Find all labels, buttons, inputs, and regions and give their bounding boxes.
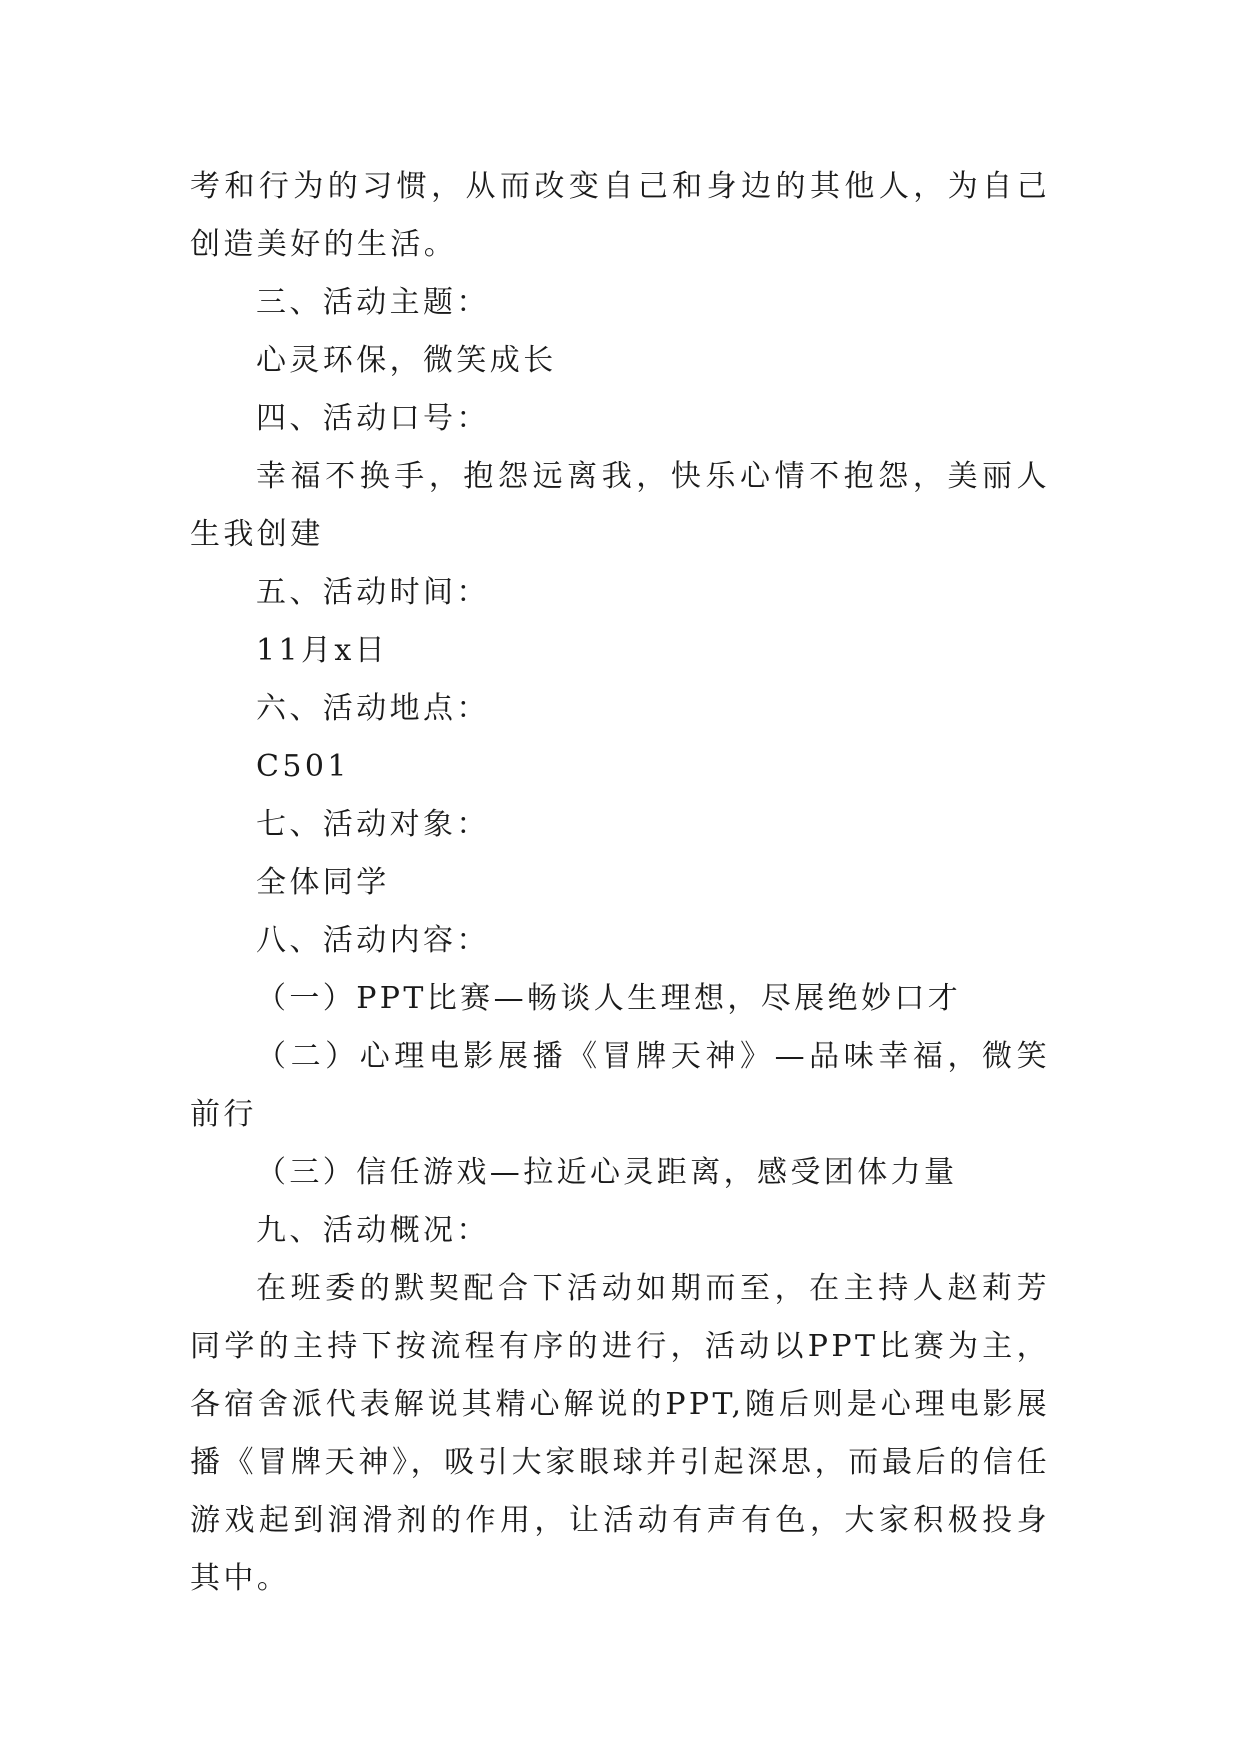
- content-item-1: （一）PPT比赛—畅谈人生理想，尽展绝妙口才: [256, 981, 962, 1016]
- section-heading-audience: 七、活动对象：: [256, 807, 490, 842]
- section-heading-location: 六、活动地点：: [256, 691, 490, 726]
- content-item-2: （二）心理电影展播《冒牌天神》—品味幸福，微笑前行: [190, 1039, 1050, 1132]
- slogan-text: 幸福不换手，抱怨远离我，快乐心情不抱怨，美丽人生我创建: [190, 459, 1050, 552]
- time-text: 11月x日: [256, 633, 389, 668]
- section-heading-overview: 九、活动概况：: [256, 1213, 490, 1248]
- content-item-3: （三）信任游戏—拉近心灵距离，感受团体力量: [256, 1155, 958, 1190]
- section-heading-theme: 三、活动主题：: [256, 285, 490, 320]
- document-body: [190, 158, 1050, 1608]
- overview-text: 在班委的默契配合下活动如期而至，在主持人赵莉芳同学的主持下按流程有序的进行，活动以PPT比赛为主，各宿舍派代表解说其精心解说的PPT,随后则是心理电影展播《冒牌天神》，吸引大家眼球并引起深思，而最后的信任游戏起到润滑剂的作用，让活动有声有色，大家积极投身其中。: [190, 1271, 1050, 1596]
- location-text: C501: [256, 749, 350, 784]
- section-heading-content: 八、活动内容：: [256, 923, 490, 958]
- paragraph-continuation: 考和行为的习惯，从而改变自己和身边的其他人，为自己创造美好的生活。: [190, 169, 1050, 262]
- theme-text: 心灵环保，微笑成长: [256, 343, 557, 378]
- audience-text: 全体同学: [256, 865, 390, 900]
- section-heading-slogan: 四、活动口号：: [256, 401, 490, 436]
- section-heading-time: 五、活动时间：: [256, 575, 490, 610]
